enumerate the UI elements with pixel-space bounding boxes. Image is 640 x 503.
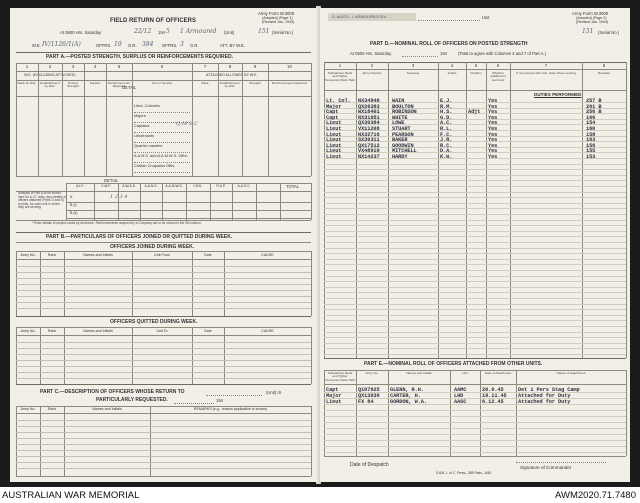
part-a-col-header: Strength <box>249 81 261 85</box>
officer-rem: 153 <box>586 154 596 160</box>
date-handwritten: 22/12 <box>134 28 152 35</box>
attached-name: GORDON, W.A. <box>390 399 427 405</box>
officer-qual: Yes <box>488 142 498 149</box>
army-form-sub2: (Revised Jan. 1943) <box>262 20 295 24</box>
part-c-year: 194 <box>216 398 223 403</box>
unit-label: (Unit) <box>224 30 235 35</box>
table-col-header: REMARKS (e.g., reason application is known) <box>193 407 268 411</box>
officer-num: NX34948 <box>358 98 380 104</box>
part-a-col-number: 1 <box>25 64 29 69</box>
serial-handwritten: 151 <box>582 28 594 35</box>
attached-num: Q107625 <box>358 387 380 393</box>
officer-qual: Yes <box>488 103 498 110</box>
serial-label: (Serial No.) <box>272 30 294 35</box>
officer-name: STUART <box>392 126 411 132</box>
offrs-label: OFFRS. <box>96 43 112 48</box>
attached-rank: Capt <box>326 387 339 393</box>
officer-rem: 154 <box>586 120 596 127</box>
part-d-date-line: At 0600 Hrs. Saturday <box>350 51 392 56</box>
unit-stamp-text: S. AUSTL. I. ARMOURED DIV. <box>332 14 387 19</box>
table-col-header: Rank <box>47 407 57 411</box>
analysis-text: Analysis of Part A to be shown here for A.I.F. units. Also details of officers attached (Parts D and E) in units, for each unit in which they are serving. <box>18 191 67 210</box>
army-form-sub: (Adopted) (Page 2) <box>576 16 607 20</box>
attached-date: 6.12.45 <box>482 399 504 405</box>
officer-init: R.M. <box>440 103 453 110</box>
attached-num: FX 84 <box>358 399 374 405</box>
officer-name: LOWE <box>392 120 405 127</box>
part-d-year: 194 <box>440 51 447 56</box>
unit-handwritten: 1 Armoured <box>180 28 217 35</box>
we-handwritten: IV/1126/1(A) <box>42 41 81 48</box>
officer-num: QX17512 <box>358 142 380 149</box>
attached-name: CARTER, H. <box>390 393 421 399</box>
table-col-header: Names and Initials <box>83 253 113 257</box>
part-b-heading: PART B.—PARTICULARS OF OFFICERS JOINED OR QUITTED DURING WEEK. <box>46 234 233 240</box>
table-col-header: Date <box>204 329 212 333</box>
officer-rank: Capt <box>326 109 339 116</box>
part-a-col-number: 6 <box>160 64 164 69</box>
officer-qual: Yes <box>488 131 498 138</box>
offrs-handwritten: 19 <box>114 41 122 48</box>
part-e-col-header: Army No. <box>365 371 379 375</box>
serial-handwritten: 151 <box>258 28 270 35</box>
detail-heading: DETAIL <box>104 178 119 183</box>
part-d-col-number: 8 <box>602 63 606 68</box>
part-a-col-number: 2 <box>48 64 52 69</box>
year-handwritten: 5 <box>166 28 170 35</box>
part-d-date-note: (Total to agree with Columns 4 and 7 of Part A.) <box>458 51 546 56</box>
officer-num: NX31951 <box>358 114 380 121</box>
officer-rank: Lieut <box>326 126 342 132</box>
part-a-rank-label: Lieutenants <box>134 133 155 138</box>
part-e-heading: PART E.—NOMINAL ROLL OF OFFICERS ATTACHED FROM OTHER UNITS. <box>364 361 543 367</box>
table-col-header: Date <box>204 253 212 257</box>
part-a-rank-label: Civilian Chaplains Offrs. <box>134 163 176 168</box>
detail-col-header: A.I.F. <box>76 184 84 188</box>
analysis-row-label: A <box>70 195 73 199</box>
part-a-col-header: Posted Strength <box>67 81 79 89</box>
attached-nature: Attached for Duty <box>518 399 571 405</box>
army-form-label: Army Form W.3009 <box>258 11 295 16</box>
part-d-col-header: Initials <box>447 71 457 75</box>
officer-rem: 166 <box>586 114 596 121</box>
footer-accession: AWM2020.71.7480 <box>555 490 636 501</box>
officer-rem: 261 B <box>586 103 602 110</box>
part-e-col-header: Nature of Attachment <box>556 371 586 375</box>
total-label: TOTAL <box>286 184 300 189</box>
officer-init: H.S. <box>440 109 453 116</box>
officer-rem: 257 B <box>586 98 602 104</box>
officer-name: BOULTON <box>392 103 414 110</box>
officer-rem: 160 <box>586 126 596 132</box>
officer-rank: Lieut <box>326 148 342 155</box>
we-label: W.E. <box>32 43 41 48</box>
part-a-col-header: Rank by W.E. <box>17 81 37 85</box>
we-excluding-label: W.E. (EXCLUDING ATTACHED) <box>24 73 76 77</box>
table-col-header: Army No. <box>20 253 36 257</box>
army-form-sub: (Adopted) (Page 1) <box>262 16 293 20</box>
part-e-col-header: Unit <box>462 371 468 375</box>
ranks-heading: DETAIL <box>122 85 137 90</box>
table-col-header: Unit From <box>154 253 170 257</box>
part-d-col-header: If not present with Unit, state where serving <box>516 71 576 75</box>
table-col-header: Names and Initials <box>92 407 122 411</box>
officer-rank: Lieut <box>326 131 342 138</box>
part-d-col-header: Substantive Rank and Higher Temporary Rank Held <box>325 71 355 82</box>
army-form-sub2: (Revised Jan. 1943) <box>576 20 609 24</box>
part-d-col-header: Position <box>470 71 482 75</box>
officer-num: NX32716 <box>358 131 380 138</box>
part-d-col-header: Remarks <box>597 71 611 75</box>
attached-nature: Attached for Duty <box>518 393 571 399</box>
notes-text: * Enter details of surplus ranks by Annexure. Reinforcements required by a Company are to be shown in the 5th column. <box>32 221 202 225</box>
officer-rank: Lt. Col. <box>326 98 351 104</box>
officer-name: WHITE <box>392 114 408 121</box>
part-a-col-number: 3 <box>71 64 75 69</box>
part-a-col-header: Surplus <box>89 81 101 85</box>
part-d-col-header: Army Number <box>362 71 382 75</box>
part-a-col-number: 5 <box>117 64 121 69</box>
part-d-col-header: Whether qualified for rank held <box>490 71 506 82</box>
year-prefix: 194 <box>158 30 165 35</box>
officer-num: SX30311 <box>358 137 380 144</box>
quitted-title: OFFICERS QUITTED DURING WEEK. <box>110 319 198 325</box>
part-a-col-header: Arm or Service <box>151 81 173 85</box>
part-a-heading: PART A.—POSTED STRENGTH, SURPLUS OR REINFORCEMENTS REQUIRED. <box>46 54 233 60</box>
part-a-rank-label: Captains <box>134 123 150 128</box>
army-form-label: Army Form W.3009 <box>572 11 609 16</box>
attached-num: QX13936 <box>358 393 380 399</box>
archive-footer <box>0 487 640 503</box>
officer-qual: Yes <box>488 148 498 155</box>
officer-name: PEARSON <box>392 131 414 138</box>
officer-pos: Adjt <box>468 109 481 116</box>
attached-date: 20.9.45 <box>482 387 504 393</box>
analysis-row-label: B (ii) <box>70 211 78 215</box>
officer-qual: Yes <box>488 120 498 127</box>
detail-col-header: R.A.P. <box>216 184 226 188</box>
officer-rem: 256 B <box>586 109 602 116</box>
analysis-row-label: B (i) <box>70 203 77 207</box>
footer-institution: AUSTRALIAN WAR MEMORIAL <box>2 490 140 501</box>
part-c-line2: PARTICULARLY REQUESTED. <box>96 397 168 403</box>
officer-rank: Capt <box>326 114 339 121</box>
officer-init: A.C. <box>440 120 453 127</box>
officer-num: VX48910 <box>358 148 380 155</box>
attached-allowed-label: ATTACHED ALLOWED BY W.E. <box>206 73 258 77</box>
table-col-header: Army No. <box>20 329 36 333</box>
table-col-header: Names and Initials <box>83 329 113 333</box>
date-line-prefix: At 0600 Hrs. Saturday <box>60 30 102 35</box>
or-handwritten: 384 <box>142 41 154 48</box>
part-d-heading: PART D.—NOMINAL ROLL OF OFFICERS ON POSTED STRENGTH <box>370 41 528 47</box>
officer-rem: 158 <box>586 131 596 138</box>
part-c-line1: PART C.—DESCRIPTION OF OFFICERS WHOSE RETURN TO <box>40 389 185 395</box>
detail-col-header: A.A.M.W.S. <box>165 184 183 188</box>
part-e-col-header: Substantive Rank and Higher Temporary Rank Held <box>325 371 355 382</box>
part-a-col-number: 4 <box>93 64 97 69</box>
unit-label: Unit <box>482 15 490 20</box>
part-d-col-number: 4 <box>450 63 454 68</box>
form-title: FIELD RETURN OF OFFICERS <box>110 18 196 24</box>
officer-name: BAKER <box>392 137 408 144</box>
officer-init: R.C. <box>440 142 453 149</box>
part-a-col-header: Rank <box>201 81 209 85</box>
officer-name: WAIN <box>392 98 405 104</box>
att-we-label: ATT. BY W.E. <box>220 43 245 48</box>
part-d-col-number: 6 <box>496 63 500 68</box>
part-e-col-header: Date of Attachment <box>484 371 512 375</box>
officer-rank: Lieut <box>326 120 342 127</box>
officer-qual: Yes <box>488 109 498 116</box>
part-d-col-number: 3 <box>411 63 415 68</box>
officer-init: J.R. <box>440 137 453 144</box>
part-a-rank-label: Majors <box>134 113 146 118</box>
part-a-col-number: 8 <box>228 64 232 69</box>
officer-qual: Yes <box>488 126 498 132</box>
attached-date: 19.11.45 <box>482 393 507 399</box>
part-a-col-number: 10 <box>287 64 292 69</box>
officer-init: R.L. <box>440 126 453 132</box>
officer-num: WX18401 <box>358 109 380 116</box>
officer-init: K.W. <box>440 154 453 160</box>
left-page <box>10 8 317 482</box>
duties-heading: DUTIES PERFORMED <box>534 92 582 97</box>
officer-rank: Lieut <box>326 154 342 160</box>
officer-name: ROBINSON <box>392 109 417 116</box>
officer-init: F.C. <box>440 131 453 138</box>
handwritten-detail: 1 2 3 4 <box>110 194 128 200</box>
officer-rem: 156 <box>586 142 596 149</box>
part-d-col-header: Surname <box>406 71 420 75</box>
officer-qual: Yes <box>488 98 498 104</box>
part-d-col-number: 2 <box>370 63 374 68</box>
attached-unit: AASC <box>454 399 467 405</box>
attached-name: GLENN, R.H. <box>390 387 424 393</box>
officer-rem: 155 <box>586 148 596 155</box>
officer-qual: Yes <box>488 137 498 144</box>
part-e-col-header: Names and Initials <box>406 371 432 375</box>
part-a-col-header: Establishment by W.E. <box>220 81 240 89</box>
printer-imprint: S.&W. L. of C. Press—389 Pads—5/45 <box>436 471 492 475</box>
part-a-col-header: Reinforcements Required <box>108 81 130 89</box>
detail-col-header: A.A.N.S. <box>144 184 158 188</box>
right-page <box>320 8 630 482</box>
part-c-unit: (Unit) IS <box>266 390 282 395</box>
officer-qual: Yes <box>488 154 498 160</box>
part-d-col-number: 7 <box>544 63 548 68</box>
officer-qual: Yes <box>488 114 498 121</box>
part-a-col-header: Establishment by W.E. <box>40 81 60 89</box>
part-a-rank-label: Quarter-masters <box>134 143 163 148</box>
or-att-label: O.R. <box>190 43 199 48</box>
detail-col-header: A.A.S.C. <box>237 184 251 188</box>
table-col-header: Rank <box>47 329 57 333</box>
offrs-att-label: OFFRS. <box>162 43 178 48</box>
officer-num: NX14237 <box>358 154 380 160</box>
detail-col-header: C.M.F. <box>101 184 111 188</box>
detail-col-header: CIVIL. <box>193 184 203 188</box>
part-d-col-number: 5 <box>474 63 478 68</box>
officer-rank: Lieut <box>326 137 342 144</box>
officer-num: QX30384 <box>358 120 380 127</box>
officer-name: GOODWIN <box>392 142 414 149</box>
detail-col-header: A.W.A.S. <box>122 184 136 188</box>
part-a-col-number: 7 <box>203 64 207 69</box>
offrs-att-handwritten: 3 <box>180 41 184 48</box>
officer-num: QX26383 <box>358 103 380 110</box>
officer-init: G.D. <box>440 114 453 121</box>
part-a-rank-label: Lieut.-Colonels <box>134 103 160 108</box>
signature-label: Signature of Commander <box>520 465 572 470</box>
table-col-header: CAUSE <box>261 329 274 333</box>
attached-unit: AAMC <box>454 387 467 393</box>
part-a-col-header: Reinforcements Required <box>271 81 308 85</box>
serial-label: (Serial No.) <box>598 30 620 35</box>
officer-rank: Lieut <box>326 142 342 149</box>
attached-unit: LHD <box>454 393 464 399</box>
officer-num: VX11208 <box>358 126 380 132</box>
officer-init: E.J. <box>440 98 453 104</box>
handwritten-col6: Q-M-S-C <box>176 121 198 127</box>
table-col-header: CAUSE <box>261 253 274 257</box>
part-a-col-number: 9 <box>253 64 257 69</box>
attached-rank: Major <box>326 393 342 399</box>
part-a-rank-label: A.A.N.S. and A.A.M.W.S. Offrs. <box>134 153 188 158</box>
officer-name: MITCHELL <box>392 148 417 155</box>
or-label: O.R. <box>128 43 137 48</box>
table-col-header: Unit To <box>156 329 168 333</box>
part-d-col-number: 1 <box>338 63 342 68</box>
table-col-header: Rank <box>47 253 57 257</box>
table-col-header: Army No. <box>20 407 36 411</box>
attached-rank: Lieut <box>326 399 342 405</box>
dispatch-label: Date of Despatch <box>350 462 389 468</box>
officer-init: D.A. <box>440 148 453 155</box>
officer-rank: Major <box>326 103 342 110</box>
officer-rem: 163 <box>586 137 596 144</box>
joined-title: OFFICERS JOINED DURING WEEK. <box>110 244 195 250</box>
officer-name: HARDY <box>392 154 408 160</box>
attached-nature: Det 1 Pers Stag Camp <box>518 387 580 393</box>
